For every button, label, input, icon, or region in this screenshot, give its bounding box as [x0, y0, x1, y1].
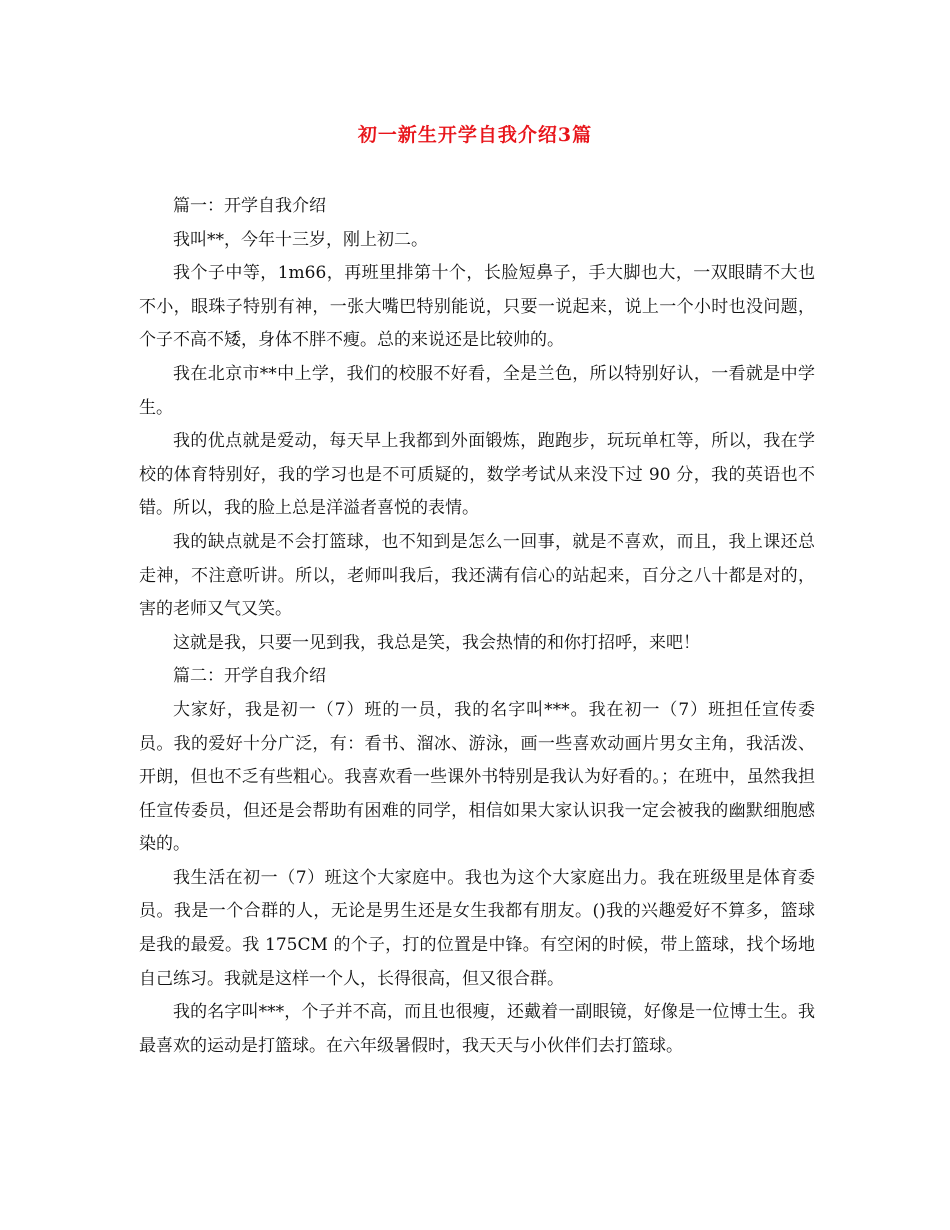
paragraph: 我叫**，今年十三岁，刚上初二。 — [173, 229, 428, 250]
paragraph: 我的缺点就是不会打篮球，也不知到是怎么一回事，就是不喜欢，而且，我上课还总走神，不注意听讲。所以，老师叫我后，我还满有信心的站起来，百分之八十都是对的，害的老师又气又笑。 — [139, 531, 815, 620]
paragraph: 我生活在初一（7）班这个大家庭中。我也为这个大家庭出力。我在班级里是体育委员。我是一个合群的人，无论是男生还是女生我都有朋友。()我的兴趣爱好不算多，篮球是我的最爱。我 175CM 的个子，打的位置是中锋。有空闲的时候，带上篮球，找个场地自己练习。我就是这样一个人，长得很高，但又很合群。 — [139, 867, 815, 989]
paragraph: 我个子中等，1m66，再班里排第十个，长脸短鼻子，手大脚也大，一双眼睛不大也不小，眼珠子特别有神，一张大嘴巴特别能说，只要一说起来，说上一个小时也没问题，个子不高不矮，身体不胖不瘦。总的来说还是比较帅的。 — [139, 263, 815, 351]
paragraph: 我的名字叫***，个子并不高，而且也很瘦，还戴着一副眼镜，好像是一位博士生。我最喜欢的运动是打篮球。在六年级暑假时，我天天与小伙伴们去打篮球。 — [139, 1002, 815, 1056]
document-body — [139, 190, 815, 1063]
paragraph: 我的优点就是爱动，每天早上我都到外面锻炼，跑跑步，玩玩单杠等，所以，我在学校的体育特别好，我的学习也是不可质疑的，数学考试从来没下过 90 分，我的英语也不错。所以，我的脸上总是洋溢者喜悦的表情。 — [139, 431, 815, 519]
paragraph: 我在北京市**中上学，我们的校服不好看，全是兰色，所以特别好认，一看就是中学生。 — [139, 363, 815, 418]
paragraph: 这就是我，只要一见到我，我总是笑，我会热情的和你打招呼，来吧！ — [173, 632, 700, 653]
paragraph: 大家好，我是初一（7）班的一员，我的名字叫***。我在初一（7）班担任宣传委员。我的爱好十分广泛，有：看书、溜冰、游泳，画一些喜欢动画片男女主角，我活泼、开朗，但也不乏有些粗心。我喜欢看一些课外书特别是我认为好看的。；在班中，虽然我担任宣传委员，但还是会帮助有困难的同学，相信如果大家认识我一定会被我的幽默细胞感染的。 — [139, 699, 815, 855]
paragraph: 篇二：开学自我介绍 — [173, 666, 326, 687]
document-title: 初一新生开学自我介绍3篇 — [357, 124, 593, 146]
paragraph: 篇一：开学自我介绍 — [173, 196, 326, 216]
